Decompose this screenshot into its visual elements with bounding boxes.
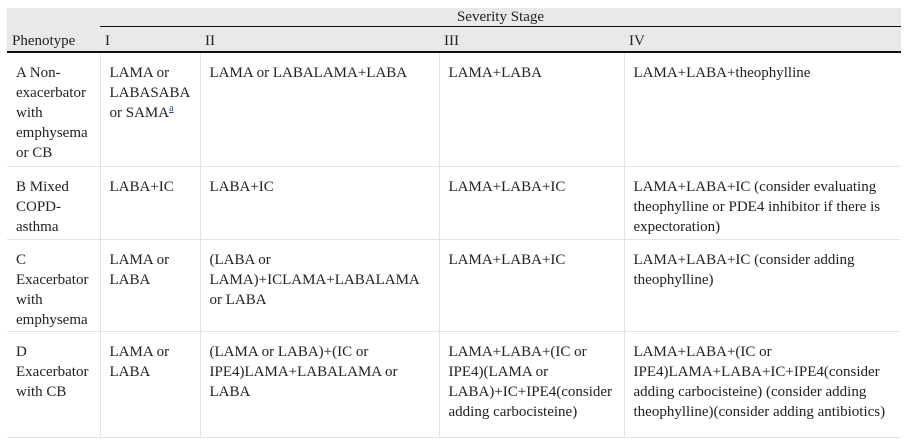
footnote-link[interactable]: a: [169, 103, 174, 114]
phenotype-cell: B Mixed COPD-asthma: [7, 167, 100, 240]
phenotype-header: Phenotype: [7, 27, 100, 53]
copd-treatment-table: [7, 8, 901, 438]
stage-iv-cell: LAMA+LABA+(IC or IPE4)LAMA+LABA+IC+IPE4(consider adding carbocisteine) (consider adding theophylline)(consider adding antibiotics): [624, 332, 901, 438]
phenotype-cell: C Exacerbator with emphysema: [7, 240, 100, 332]
phenotype-cell: D Exacerbator with CB: [7, 332, 100, 438]
table-row: [7, 52, 901, 167]
stage-iv-cell: LAMA+LABA+IC (consider adding theophylline): [624, 240, 901, 332]
stage-ii-cell: (LABA or LAMA)+ICLAMA+LABALAMA or LABA: [200, 240, 439, 332]
stage-iii-cell: LAMA+LABA+(IC or IPE4)(LAMA or LABA)+IC+IPE4(consider adding carbocisteine): [439, 332, 624, 438]
stage-i-text: LAMA or LABASABA or SAMA: [109, 65, 190, 121]
table-row: [7, 167, 901, 240]
stage-iv-cell: LAMA+LABA+IC (consider evaluating theophylline or PDE4 inhibitor if there is expectoration): [624, 167, 901, 240]
stage-iv-cell: LAMA+LABA+theophylline: [624, 52, 901, 167]
stage-i-header: I: [100, 27, 200, 53]
stage-ii-cell: LAMA or LABALAMA+LABA: [200, 52, 439, 167]
stage-ii-cell: (LAMA or LABA)+(IC or IPE4)LAMA+LABALAMA or LABA: [200, 332, 439, 438]
stage-ii-header: II: [200, 27, 439, 53]
stage-iv-header: IV: [624, 27, 901, 53]
header-row-stages: [7, 27, 901, 53]
table-row: [7, 332, 901, 438]
stage-iii-header: III: [439, 27, 624, 53]
phenotype-cell: A Non-exacerbator with emphysema or CB: [7, 52, 100, 167]
stage-ii-cell: LABA+IC: [200, 167, 439, 240]
stage-i-cell: LAMA or LABA: [100, 240, 200, 332]
table-row: [7, 240, 901, 332]
header-row-top: [7, 8, 901, 27]
stage-i-cell: LAMA or LABA: [100, 332, 200, 438]
stage-i-cell: LABA+IC: [100, 167, 200, 240]
stage-i-cell: [100, 52, 200, 167]
stage-iii-cell: LAMA+LABA+IC: [439, 240, 624, 332]
severity-stage-header: Severity Stage: [100, 8, 901, 27]
header-blank-cell: [7, 8, 100, 27]
stage-iii-cell: LAMA+LABA+IC: [439, 167, 624, 240]
stage-iii-cell: LAMA+LABA: [439, 52, 624, 167]
